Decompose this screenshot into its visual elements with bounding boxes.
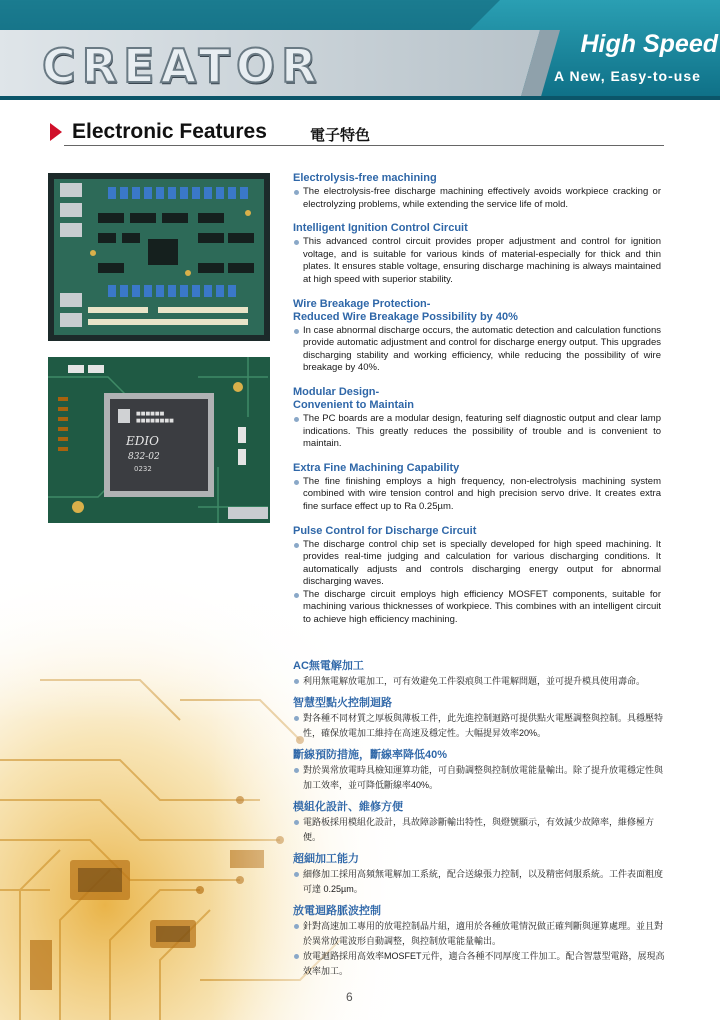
feature-block-zh	[293, 904, 665, 979]
feature-title-zh: 放電迴路脈波控制	[293, 905, 381, 917]
feature-block-zh	[293, 800, 665, 845]
features-english	[293, 172, 661, 638]
feature-title: Extra Fine Machining Capability	[293, 461, 460, 474]
feature-title: Wire Breakage Protection- Reduced Wire Breakage Possibility by 40%	[293, 297, 518, 323]
svg-text:■■■■■■: ■■■■■■	[136, 411, 165, 417]
feature-text-zh: 電路板採用模組化設計，具故障診斷輸出特性，與燈號顯示，有效減少故障率，維修極方便。	[293, 815, 665, 845]
feature-text-zh: 細修加工採用高頻無電解加工系統，配合送線張力控制，以及精密伺服系統。工件表面粗度可達 0.25µm。	[293, 867, 665, 897]
feature-block	[293, 386, 661, 451]
feature-block	[293, 525, 661, 627]
feature-block-zh	[293, 748, 665, 793]
feature-text: The electrolysis-free discharge machining effectively avoids workpiece cracking or electrolyzing problems, while extending the service life of mold.	[293, 186, 661, 211]
feature-text-zh: 利用無電解放電加工，可有效避免工件裂痕與工件電解問題，並可提升模具使用壽命。	[293, 674, 665, 689]
chip-label-line-1: EDIO	[126, 434, 159, 448]
feature-title-zh: 斷線預防措施，斷線率降低40%	[293, 749, 448, 761]
feature-block	[293, 462, 661, 514]
feature-text-zh: 對各種不同材質之厚板與薄板工件，此先進控制迴路可提供點火電壓調整與控制。具穩壓特性，確保放電加工維持在高速及穩定性。大幅提昇效率20%。	[293, 711, 665, 741]
features-chinese	[293, 659, 665, 986]
feature-block-zh	[293, 852, 665, 897]
feature-block	[293, 172, 661, 211]
feature-title: Electrolysis-free machining	[293, 172, 437, 184]
page-header	[0, 0, 720, 100]
feature-text: This advanced control circuit provides proper adjustment and control for ignition voltage, and is suitable for various kinds of material-especially for thick and thin plates. It ensures stable voltage, ensuring discharge machining is always maintained at high speed with superior stability.	[293, 236, 661, 286]
feature-text-zh: 針對高速加工專用的放電控制晶片組，適用於各種放電情況做正確判斷與運算處理。並且對於異常放電波形自動調整，與控制放電能量輸出。	[293, 919, 665, 949]
feature-text: The PC boards are a modular design, featuring self diagnostic output and clear lamp indications. This greatly reduces the possibility of trouble and is convenient to maintain.	[293, 413, 661, 451]
feature-block	[293, 298, 661, 375]
feature-text: The discharge control chip set is specially developed for high speed machining. It provides real-time judging and calculation for various discharging conditions. It automatically adjusts and controls discharging energy output for abnormal discharging waves.	[293, 539, 661, 589]
feature-text: The discharge circuit employs high efficiency MOSFET components, suitable for machining various thicknesses of workpiece. This combines with an intelligent circuit to achieve high efficiency machining.	[293, 589, 661, 627]
creator-logo: CREATOR	[42, 39, 323, 93]
red-arrow-icon	[50, 123, 62, 141]
chip-label-line-3: 0232	[134, 465, 152, 473]
feature-block	[293, 222, 661, 286]
page-number: 6	[346, 990, 353, 1004]
header-tagline-secondary: A New, Easy-to-use	[554, 68, 701, 84]
feature-text: The fine finishing employs a high frequency, non-electrolysis machining system combined with wire tension control and high precision servo drive. It creates extra fine surface effect up to Ra 0.25µm.	[293, 476, 661, 514]
discharge-chip-photo	[48, 357, 270, 523]
feature-title-zh: 智慧型點火控制迴路	[293, 697, 392, 709]
feature-text-zh: 對於異常放電時具檢知運算功能，可自動調整與控制放電能量輸出。除了提升放電穩定性與加工效率，並可降低斷線率40%。	[293, 763, 665, 793]
circuit-board-photo	[48, 173, 270, 341]
feature-title: Pulse Control for Discharge Circuit	[293, 524, 477, 537]
feature-text-zh: 放電迴路採用高效率MOSFET元件，適合各種不同厚度工件加工。配合智慧型電路，展現高效率加工。	[293, 949, 665, 979]
feature-block-zh	[293, 659, 665, 689]
section-title	[50, 120, 664, 146]
feature-title-zh: 超細加工能力	[293, 853, 359, 865]
feature-title: Intelligent Ignition Control Circuit	[293, 222, 468, 235]
feature-text: In case abnormal discharge occurs, the automatic detection and calculation functions provide automatic adjustment and control for discharge energy output. This upgrades discharging stability and working efficiency, while reducing the possibility of wire breakage by 40%.	[293, 325, 661, 375]
section-title-chinese: 電子特色	[310, 127, 371, 144]
header-tagline-primary: High Speed	[580, 30, 718, 58]
svg-text:■■■■■■■■: ■■■■■■■■	[136, 418, 174, 424]
feature-title: Modular Design- Convenient to Maintain	[293, 385, 414, 411]
feature-title-zh: AC無電解加工	[293, 660, 364, 672]
chip-label-line-2: 832-02	[128, 452, 160, 462]
feature-block-zh	[293, 696, 665, 741]
title-divider	[64, 145, 664, 146]
feature-title-zh: 模組化設計、維修方便	[293, 801, 403, 813]
section-title-english: Electronic Features	[72, 120, 267, 143]
